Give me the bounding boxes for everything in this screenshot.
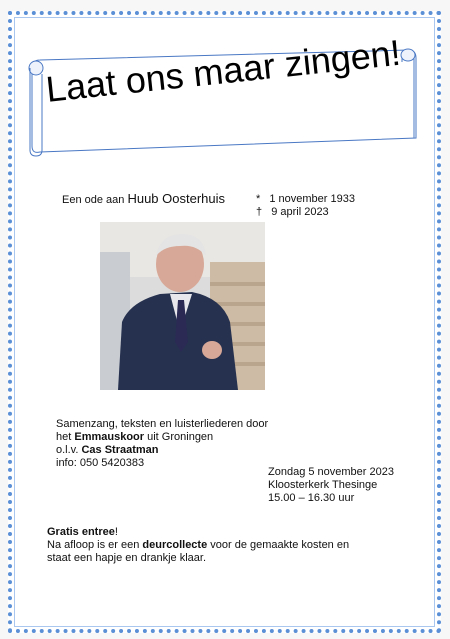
snacks-line: staat een hapje en drankje klaar. xyxy=(47,552,207,564)
flyer-title: Laat ons maar zingen! xyxy=(43,31,403,110)
birth-date-line xyxy=(256,192,355,206)
death-symbol: † xyxy=(256,206,263,218)
ode-line xyxy=(62,192,225,207)
choir-line-2 xyxy=(56,430,213,444)
conductor-line xyxy=(56,443,159,457)
conductor-name: Cas Straatman xyxy=(81,444,159,456)
collection-post: voor de gemaakte kosten en xyxy=(210,539,350,551)
collection-bold: deurcollecte xyxy=(142,539,208,551)
collection-line xyxy=(47,538,349,552)
conductor-pre: o.l.v. xyxy=(56,444,79,456)
gratis-entree: Gratis entree xyxy=(47,526,115,538)
choir-name: Emmauskoor xyxy=(74,431,145,443)
portrait-photo xyxy=(100,222,265,390)
collection-pre: Na afloop is er een xyxy=(47,539,140,551)
honoree-name: Huub Oosterhuis xyxy=(127,191,226,206)
event-date: Zondag 5 november 2023 xyxy=(268,466,394,478)
choir-line-2-pre: het xyxy=(56,431,72,443)
choir-line-1: Samenzang, teksten en luisterliederen door xyxy=(56,418,269,430)
choir-line-2-post: uit Groningen xyxy=(147,431,214,443)
event-location: Kloosterkerk Thesinge xyxy=(268,479,378,491)
death-date-line xyxy=(256,205,329,219)
gratis-mark: ! xyxy=(114,526,118,538)
ode-prefix: Een ode aan xyxy=(62,194,125,206)
birth-date: 1 november 1933 xyxy=(269,193,355,205)
info-line: info: 050 5420383 xyxy=(56,457,145,469)
event-time: 15.00 – 16.30 uur xyxy=(268,492,355,504)
gratis-line xyxy=(47,525,118,539)
birth-symbol: * xyxy=(256,193,261,205)
death-date: 9 april 2023 xyxy=(271,206,329,218)
